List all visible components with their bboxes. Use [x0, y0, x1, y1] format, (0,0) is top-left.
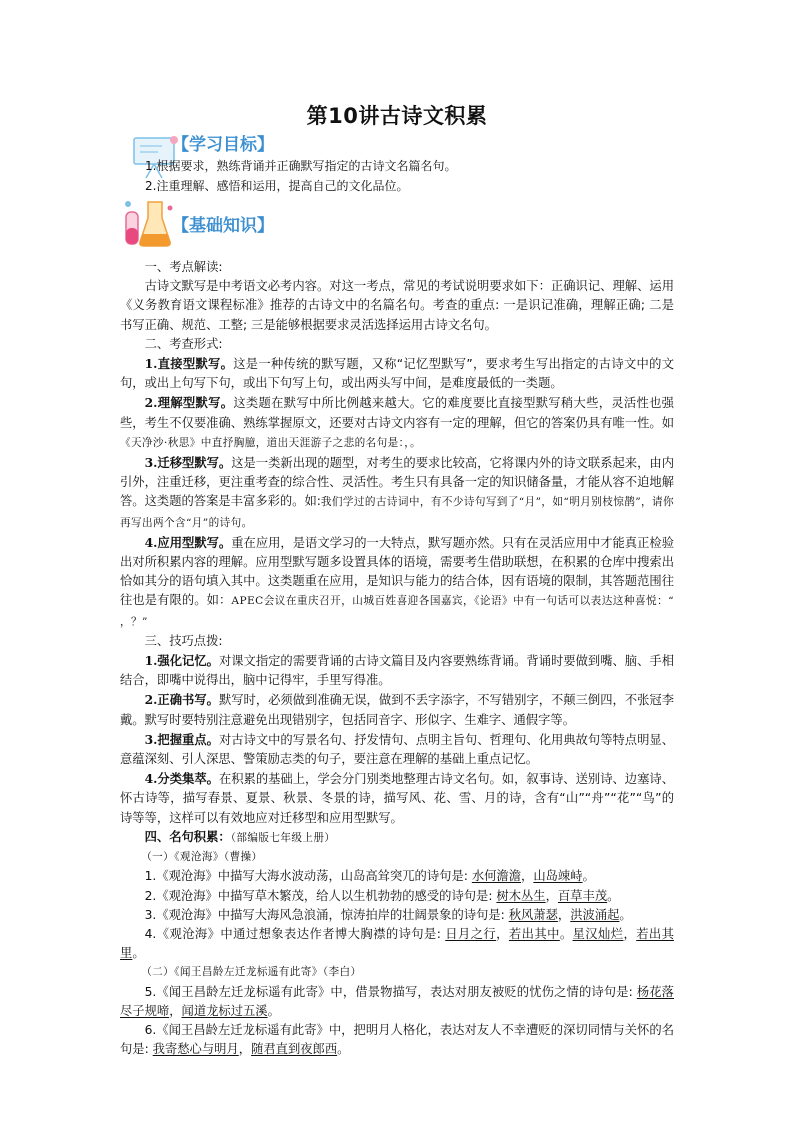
paragraph: 2.正确书写。默写时，必须做到准确无误，做到不丢字添字，不写错别字，不颠三倒四，不张冠李戴。默写时要特别注意避免出现错别字，包括同音字、形似字、生难字、通假字等。 — [120, 692, 674, 727]
poem-title: （一）《观沧海》（曹操） — [141, 851, 263, 864]
paragraph: 古诗文默写是中考语文必考内容。对这一考点，常见的考试说明要求如下：正确识记、理解、运用《义务教育语文课程标准》推荐的古诗文中的名篇名句。考查的重点: 一是识记准确，理解正确; 二是书写正确、规范、工整; 三是能够根据要求灵活选择运用古诗文名句。 — [120, 279, 674, 332]
paragraph: 3.把握重点。对古诗文中的写景名句、抒发情句、点明主旨句、哲理句、化用典故句等特点明显、意蕴深刻、引人深思、警策励志类的句子，要注意在理解的基础上重点记忆。 — [120, 731, 674, 767]
example: APEC会议在重庆召开，山城百姓喜迎各国嘉宾，《论语》中有一句话可以表达这种喜悦：“ ，？” — [120, 595, 674, 628]
answer: 百草丰茂 — [557, 888, 608, 903]
answer: 随君直到夜郎西 — [251, 1042, 338, 1057]
paragraph: 2.理解型默写。这类题在默写中所比例越来越大。它的难度要比直接型默写稍大些，灵活性也强些，考生不仅要准确、熟练掌握原文，还要对古诗文内容有一定的理解，但它的答案仍具有唯一性。如《天净沙·秋思》中直抒胸臆，道出天涯游子之悲的名句是：，。 — [120, 395, 674, 449]
goal-item: 1.根据要求，熟练背诵并正确默写指定的古诗文名篇名句。 — [145, 159, 457, 173]
answer: 树木丛生 — [496, 888, 546, 903]
basic-knowledge-heading: 【基础知识】 — [172, 216, 274, 236]
basic-knowledge-body — [120, 258, 674, 1059]
answer: 杨花落尽子规啼 — [120, 984, 674, 1018]
learning-goals-list — [145, 156, 665, 196]
answer: 若出其中 — [508, 926, 560, 941]
quote-item: 1.《观沧海》中描写大海水波动荡，山岛高耸突兀的诗句是: 水何澹澹，山岛竦峙。 — [144, 869, 595, 884]
section-heading: 一、考点解读: — [144, 260, 223, 274]
answer: 我寄愁心与明月 — [152, 1042, 239, 1057]
term: 2.正确书写。 — [144, 692, 219, 708]
term: 3.迁移型默写。 — [144, 455, 232, 471]
example: 我们学过的古诗词中，有不少诗句写到了“月”，如“明月别枝惊鹊”，请你再写出两个含“月”的诗句。 — [120, 496, 674, 529]
paragraph: 1.强化记忆。对课文指定的需要背诵的古诗文篇目及内容要熟练背诵。背诵时要做到嘴、脑、手相结合，即嘴中说得出，脑中记得牢，手里写得准。 — [120, 653, 674, 688]
page-title: 第10讲古诗文积累 — [306, 104, 488, 128]
answer: 山岛竦峙 — [533, 869, 583, 884]
answer: 若出其里 — [120, 926, 674, 961]
paragraph: 1.直接型默写。这是一种传统的默写题，又称“记忆型默写”，要求考生写出指定的古诗文中的文句，或出上句写下句，或出下句写上句，或出两头写中间，是难度最低的一类题。 — [120, 356, 674, 391]
paragraph: 3.迁移型默写。这是一类新出现的题型，对考生的要求比较高，它将课内外的诗文联系起来，由内引外，注重迁移，更注重考查的综合性、灵活性。考生只有具备一定的知识储备量，才能从容不迫地解答。这类题的答案是丰富多彩的。如:我们学过的古诗词中，有不少诗句写到了“月”，如“明月别枝惊鹊”，请你再写出两个含“月”的诗句。 — [120, 455, 674, 529]
poem-title: （二）《闻王昌龄左迁龙标遥有此寄》（李白） — [141, 966, 362, 979]
term: 2.理解型默写。 — [144, 395, 234, 411]
flask-icon — [118, 196, 176, 250]
edition-note: （部编版七年级上册） — [230, 831, 336, 844]
quote-item: 5.《闻王昌龄左迁龙标遥有此寄》中，借景物描写，表达对朋友被贬的忧伤之情的诗句是: 杨花落尽子规啼，闻道龙标过五溪。 — [120, 984, 674, 1018]
paragraph: 4.分类集萃。在积累的基础上，学会分门别类地整理古诗文名句。如，叙事诗、送别诗、边塞诗、怀古诗等，描写春景、夏景、秋景、冬景的诗，描写风、花、雪、月的诗，含有“山”“舟”“花”“鸟”的诗等等，这样可以有效地应对迁移型和应用型默写。 — [120, 771, 674, 825]
term: 1.强化记忆。 — [144, 653, 219, 669]
example: 《天净沙·秋思》中直抒胸臆，道出天涯游子之悲的名句是：，。 — [120, 436, 421, 449]
quote-item: 6.《闻王昌龄左迁龙标遥有此寄》中，把明月人格化，表达对友人不幸遭贬的深切同情与关怀的名句是: 我寄愁心与明月，随君直到夜郎西。 — [120, 1022, 674, 1057]
term: 3.把握重点。 — [144, 731, 219, 747]
term: 4.分类集萃。 — [144, 771, 219, 787]
section-heading: 二、考查形式: — [144, 336, 223, 351]
quote-item: 2.《观沧海》中描写草木繁茂，给人以生机勃勃的感受的诗句是: 树木丛生，百草丰茂。 — [144, 888, 620, 903]
answer: 星汉灿烂 — [572, 926, 624, 941]
answer: 洪波涌起 — [570, 907, 620, 922]
term: 1.直接型默写。 — [144, 356, 234, 372]
goal-item: 2.注重理解、感悟和运用，提高自己的文化品位。 — [145, 179, 409, 193]
answer: 秋风萧瑟 — [508, 907, 558, 922]
section-heading: 三、技巧点拨: — [144, 633, 223, 648]
learning-goals-heading: 【学习目标】 — [172, 135, 274, 155]
answer: 日月之行 — [445, 926, 497, 941]
term: 4.应用型默写。 — [144, 534, 232, 550]
quote-item: 4.《观沧海》中通过想象表达作者博大胸襟的诗句是: 日月之行，若出其中。星汉灿烂，若出其里。 — [120, 926, 674, 961]
section-heading: 四、名句积累：（部编版七年级上册） — [144, 829, 336, 844]
quote-item: 3.《观沧海》中描写大海风急浪涌，惊涛拍岸的壮阔景象的诗句是: 秋风萧瑟，洪波涌起。 — [144, 907, 632, 922]
answer: 闻道龙标过五溪 — [181, 1003, 268, 1018]
answer: 水何澹澹 — [471, 869, 522, 884]
paragraph: 4.应用型默写。重在应用，是语文学习的一大特点，默写题亦然。只有在灵活应用中才能真正检验出对所积累内容的理解。应用型默写题多设置具体的语境，需要考生借助联想，在积累的仓库中搜索出恰如其分的语句填入其中。这类题重在应用，是知识与能力的结合体，因有语境的限制，其答题范围往往也是有限的。如：APEC会议在重庆召开，山城百姓喜迎各国嘉宾，《论语》中有一句话可以表达这种喜悦：“ ，？” — [120, 534, 674, 628]
